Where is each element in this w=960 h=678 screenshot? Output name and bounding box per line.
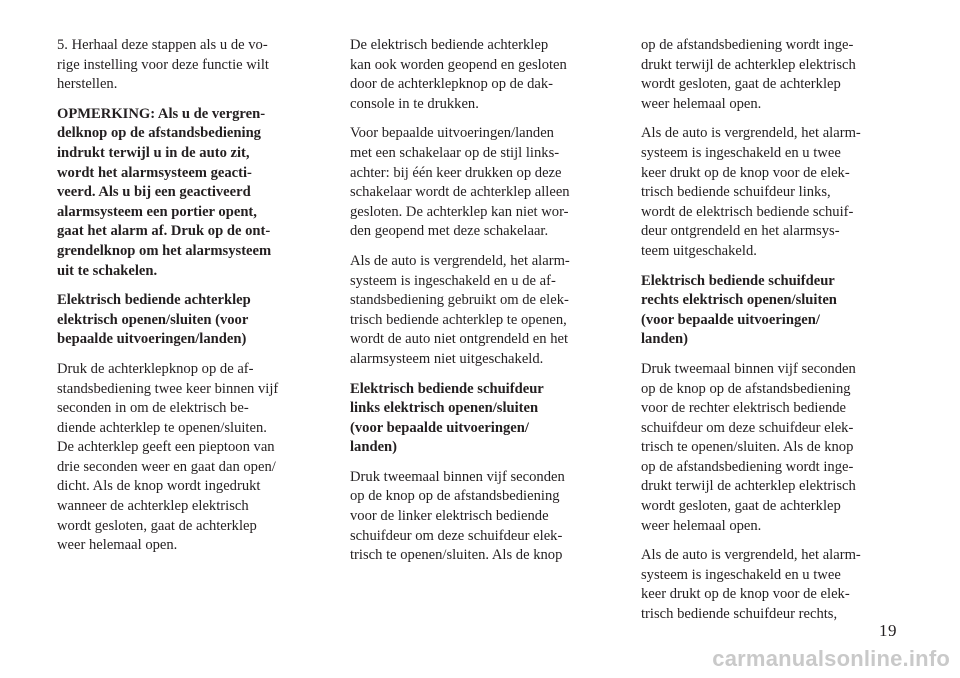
- section-heading-tailgate: Elektrisch bediende achterklep elektrisch openen/sluiten (voor bepaalde uitvoeringen/landen): [57, 292, 251, 348]
- text-column-right: [641, 36, 895, 635]
- paragraph-tailgate-alarm: Als de auto is vergrendeld, het alarm- systeem is ingeschakeld en u de af- standsbediening gebruikt om de elek- trisch bediende achterklep te openen, wordt de auto niet ontgrendeld en het alarmsysteem niet uitgeschakeld.: [350, 252, 570, 367]
- paragraph-tailgate-remote: Druk de achterklepknop op de af- standsbediening twee keer binnen vijf seconden in om de elektrisch be- diende achterklep te openen/sluiten. De achterklep geeft een pieptoon van drie seconden weer en gaat dan open/ dicht. Als de knop wordt ingedrukt wanneer de achterklep elektrisch wordt gesloten, gaat de achterklep weer helemaal open.: [57, 360, 279, 554]
- paragraph-tailgate-console: De elektrisch bediende achterklep kan ook worden geopend en gesloten door de achterklepknop op de dak- console in te drukken.: [350, 37, 567, 112]
- section-heading-left-sliding-door: Elektrisch bediende schuifdeur links elektrisch openen/sluiten (voor bepaalde uitvoeringen/ landen): [350, 380, 544, 456]
- text-column-middle: [350, 36, 604, 576]
- paragraph-right-door-alarm: Als de auto is vergrendeld, het alarm- systeem is ingeschakeld en u twee keer drukt op de knop voor de elek- trisch bediende schuifdeur rechts,: [641, 547, 861, 623]
- paragraph-right-sliding-door: Druk tweemaal binnen vijf seconden op de knop op de afstandsbediening voor de rechter elektrisch bediende schuifdeur om deze schuifdeur elek- trisch te openen/sluiten. Als de knop op de afstandsbediening wordt inge- drukt terwijl de achterklep elektrisch wordt gesloten, gaat de achterklep weer helemaal open.: [641, 360, 856, 534]
- paragraph-left-door-continued: op de afstandsbediening wordt inge- drukt terwijl de achterklep elektrisch wordt gesloten, gaat de achterklep weer helemaal open.: [641, 37, 856, 112]
- text-column-left: [57, 36, 311, 566]
- page-number: 19: [879, 621, 897, 640]
- note-paragraph: OPMERKING: Als u de vergren- delknop op de afstandsbediening indrukt terwijl u in de auto zit, wordt het alarmsysteem geacti- veerd. Als u bij een geactiveerd alarmsysteem een portier opent, gaat het alarm af. Druk op de ont- grendelknop om het alarmsysteem uit te schakelen.: [57, 105, 272, 279]
- paragraph-tailgate-switch: Voor bepaalde uitvoeringen/landen met een schakelaar op de stijl links- achter: bij één keer drukken op deze schakelaar wordt de achterklep alleen gesloten. De achterklep kan niet wor- den geopend met deze schakelaar.: [350, 125, 570, 240]
- watermark-logo: carmanualsonline.info: [712, 646, 950, 671]
- paragraph-step-5: 5. Herhaal deze stappen als u de vo- rige instelling voor deze functie wilt herstellen.: [57, 37, 269, 93]
- section-heading-right-sliding-door: Elektrisch bediende schuifdeur rechts elektrisch openen/sluiten (voor bepaalde uitvoeringen/ landen): [641, 272, 837, 348]
- paragraph-left-door-alarm: Als de auto is vergrendeld, het alarm- systeem is ingeschakeld en u twee keer drukt op de knop voor de elek- trisch bediende schuifdeur links, wordt de elektrisch bediende schuif- deur ontgrendeld en het alarmsys- teem uitgeschakeld.: [641, 125, 861, 259]
- paragraph-left-sliding-door: Druk tweemaal binnen vijf seconden op de knop op de afstandsbediening voor de linker elektrisch bediende schuifdeur om deze schuifdeur elek- trisch te openen/sluiten. Als de knop: [350, 468, 565, 564]
